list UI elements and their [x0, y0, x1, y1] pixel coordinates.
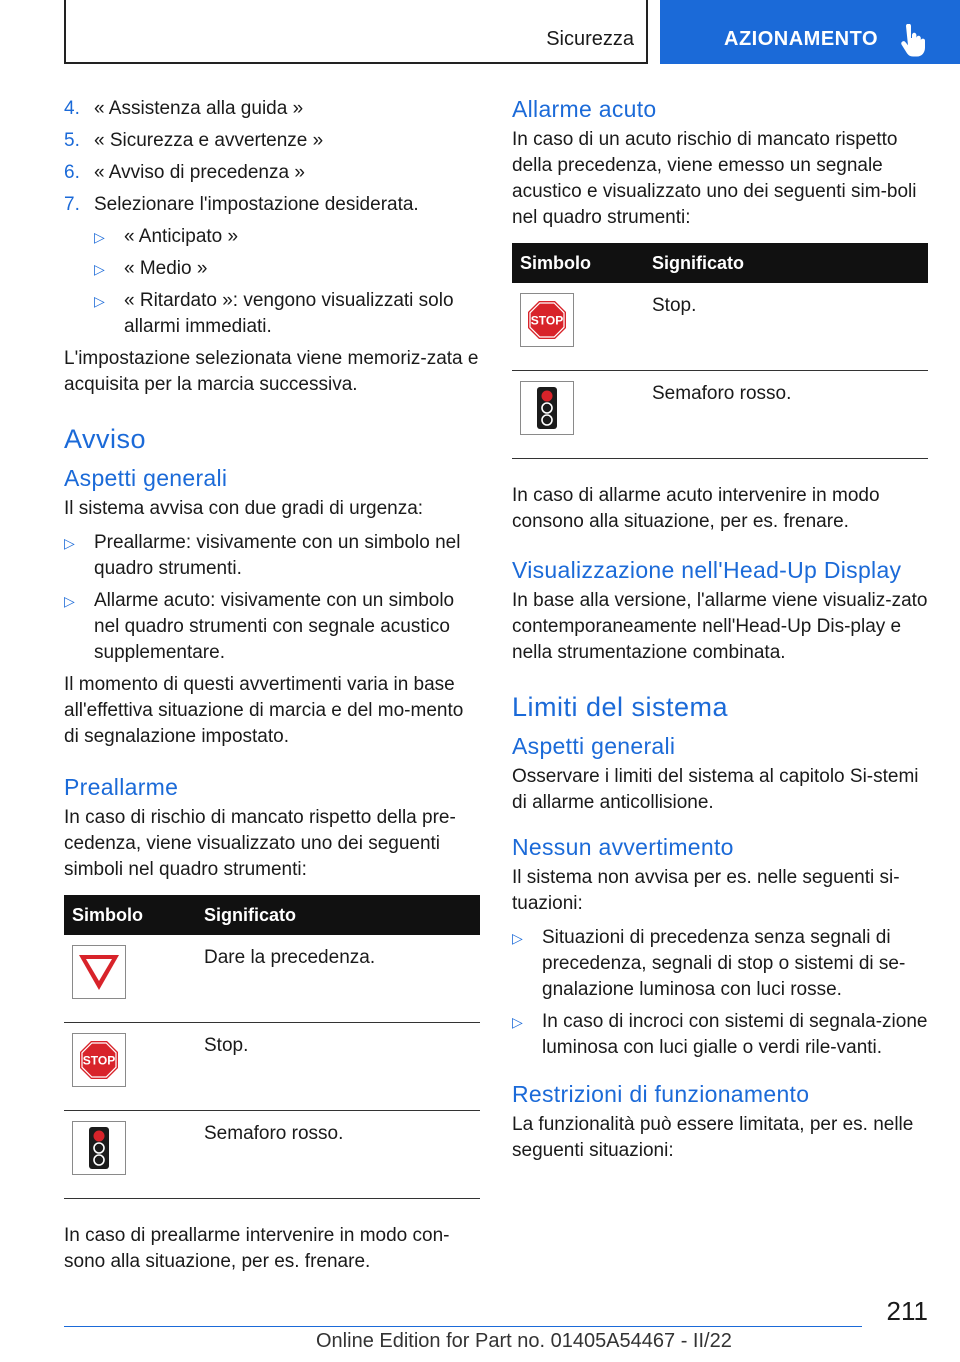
- yield-sign-icon: [72, 945, 126, 999]
- limiti-text: Osservare i limiti del sistema al capitolo Si-stemi di allarme anticollisione.: [512, 766, 919, 813]
- triangle-bullet-icon: ▷: [94, 261, 105, 277]
- heading-aspetti-generali-right: Aspetti generali: [512, 733, 676, 759]
- table-cell-meaning: Dare la precedenza.: [196, 935, 480, 1023]
- red-traffic-light-icon: [520, 381, 574, 435]
- intro-text: Il sistema avvisa con due gradi di urgenza:: [64, 498, 424, 519]
- table-row: [64, 1023, 480, 1111]
- heading-aspetti-generali: Aspetti generali: [64, 465, 228, 491]
- table-header-row: [64, 895, 480, 935]
- footer-divider: [64, 1326, 862, 1327]
- preallarme-text: In caso di rischio di mancato rispetto della pre-cedenza, viene visualizzato uno dei seguenti simboli nel quadro strumenti:: [64, 807, 456, 880]
- table-row: [512, 283, 928, 371]
- right-column: [512, 96, 928, 1164]
- table-row: [64, 935, 480, 1023]
- page-number: 211: [886, 1296, 928, 1326]
- heading-nessun-avvertimento: Nessun avvertimento: [512, 834, 734, 860]
- section-title: Sicurezza: [546, 28, 634, 50]
- list-item: ▷ « Anticipato »: [94, 224, 480, 250]
- allarme-text: In caso di un acuto rischio di mancato rispetto della precedenza, viene emesso un segnale acustico e visualizzato uno dei seguenti sim-boli nel quadro strumenti:: [512, 129, 917, 228]
- list-item: ▷ « Medio »: [94, 256, 480, 282]
- heading-restrizioni: Restrizioni di funzionamento: [512, 1081, 810, 1107]
- list-item: 4. « Assistenza alla guida »: [64, 98, 304, 119]
- preallarme-action: In caso di preallarme intervenire in modo con-sono alla situazione, per es. frenare.: [64, 1225, 450, 1272]
- list-item: ▷ In caso di incroci con sistemi di segnala-zione luminosa con luci gialle o verdi rile-vanti.: [512, 1011, 928, 1058]
- heading-avviso: Avviso: [64, 424, 147, 454]
- stored-note: L'impostazione selezionata viene memoriz-zata e acquisita per la marcia successiva.: [64, 348, 479, 395]
- list-item: ▷ Preallarme: visivamente con un simbolo nel quadro strumenti.: [64, 532, 461, 579]
- preallarme-symbol-table: [64, 895, 480, 1199]
- heading-allarme-acuto: Allarme acuto: [512, 96, 657, 122]
- restrizioni-text: La funzionalità può essere limitata, per es. nelle seguenti situazioni:: [512, 1114, 914, 1161]
- pointing-hand-icon: [896, 24, 926, 58]
- hud-text: In base alla versione, l'allarme viene visualiz-zato contemporaneamente nell'Head-Up Dis-play e nella strumentazione combinata.: [512, 590, 928, 663]
- stop-sign-icon: [72, 1033, 126, 1087]
- chapter-tab: [660, 0, 960, 64]
- list-item: ▷ Allarme acuto: visivamente con un simbolo nel quadro strumenti con segnale acustico supplementare.: [64, 590, 455, 663]
- column-header-meaning: Significato: [644, 243, 928, 283]
- svg-text:STOP: STOP: [530, 313, 564, 328]
- table-row: [64, 1111, 480, 1199]
- stop-sign-icon: [520, 293, 574, 347]
- list-item: 6. « Avviso di precedenza »: [64, 162, 305, 183]
- triangle-bullet-icon: ▷: [512, 1014, 523, 1030]
- steps-list: [64, 96, 480, 218]
- column-header-meaning: Significato: [196, 895, 480, 935]
- table-row: [512, 371, 928, 459]
- triangle-bullet-icon: ▷: [64, 535, 75, 551]
- column-header-symbol: Simbolo: [512, 243, 644, 283]
- table-cell-meaning: Semaforo rosso.: [644, 371, 928, 459]
- timing-text: Il momento di questi avvertimenti varia in base all'effettiva situazione di marcia e del mo-mento di segnalazione impostato.: [64, 674, 464, 747]
- footer-edition: Online Edition for Part no. 01405A54467 - II/22: [316, 1330, 732, 1352]
- allarme-action: In caso di allarme acuto intervenire in modo consono alla situazione, per es. frenare.: [512, 485, 880, 532]
- levels-list: [64, 530, 480, 666]
- column-header-symbol: Simbolo: [64, 895, 196, 935]
- nessun-list: [512, 925, 928, 1061]
- svg-text:STOP: STOP: [82, 1053, 116, 1068]
- triangle-bullet-icon: ▷: [64, 593, 75, 609]
- left-column: [64, 96, 480, 1275]
- chapter-title: AZIONAMENTO: [724, 28, 879, 50]
- list-item: 5. « Sicurezza e avvertenze »: [64, 130, 324, 151]
- header-section-box: [64, 0, 648, 64]
- list-item: 7. Selezionare l'impostazione desiderata.: [64, 194, 419, 215]
- heading-hud: Visualizzazione nell'Head-Up Display: [512, 557, 902, 583]
- list-item: ▷ « Ritardato »: vengono visualizzati solo allarmi immediati.: [94, 290, 454, 337]
- options-list: [64, 224, 480, 340]
- table-cell-meaning: Stop.: [644, 283, 928, 371]
- red-traffic-light-icon: [72, 1121, 126, 1175]
- table-cell-meaning: Stop.: [196, 1023, 480, 1111]
- nessun-text: Il sistema non avvisa per es. nelle seguenti si-tuazioni:: [512, 867, 900, 914]
- heading-limiti: Limiti del sistema: [512, 692, 729, 722]
- table-cell-meaning: Semaforo rosso.: [196, 1111, 480, 1199]
- triangle-bullet-icon: ▷: [512, 930, 523, 946]
- table-header-row: [512, 243, 928, 283]
- triangle-bullet-icon: ▷: [94, 293, 105, 309]
- list-item: ▷ Situazioni di precedenza senza segnali di precedenza, segnali di stop o sistemi di se-gnalazione luminosa con luci rosse.: [512, 927, 906, 1000]
- heading-preallarme: Preallarme: [64, 774, 179, 800]
- triangle-bullet-icon: ▷: [94, 229, 105, 245]
- allarme-symbol-table: [512, 243, 928, 459]
